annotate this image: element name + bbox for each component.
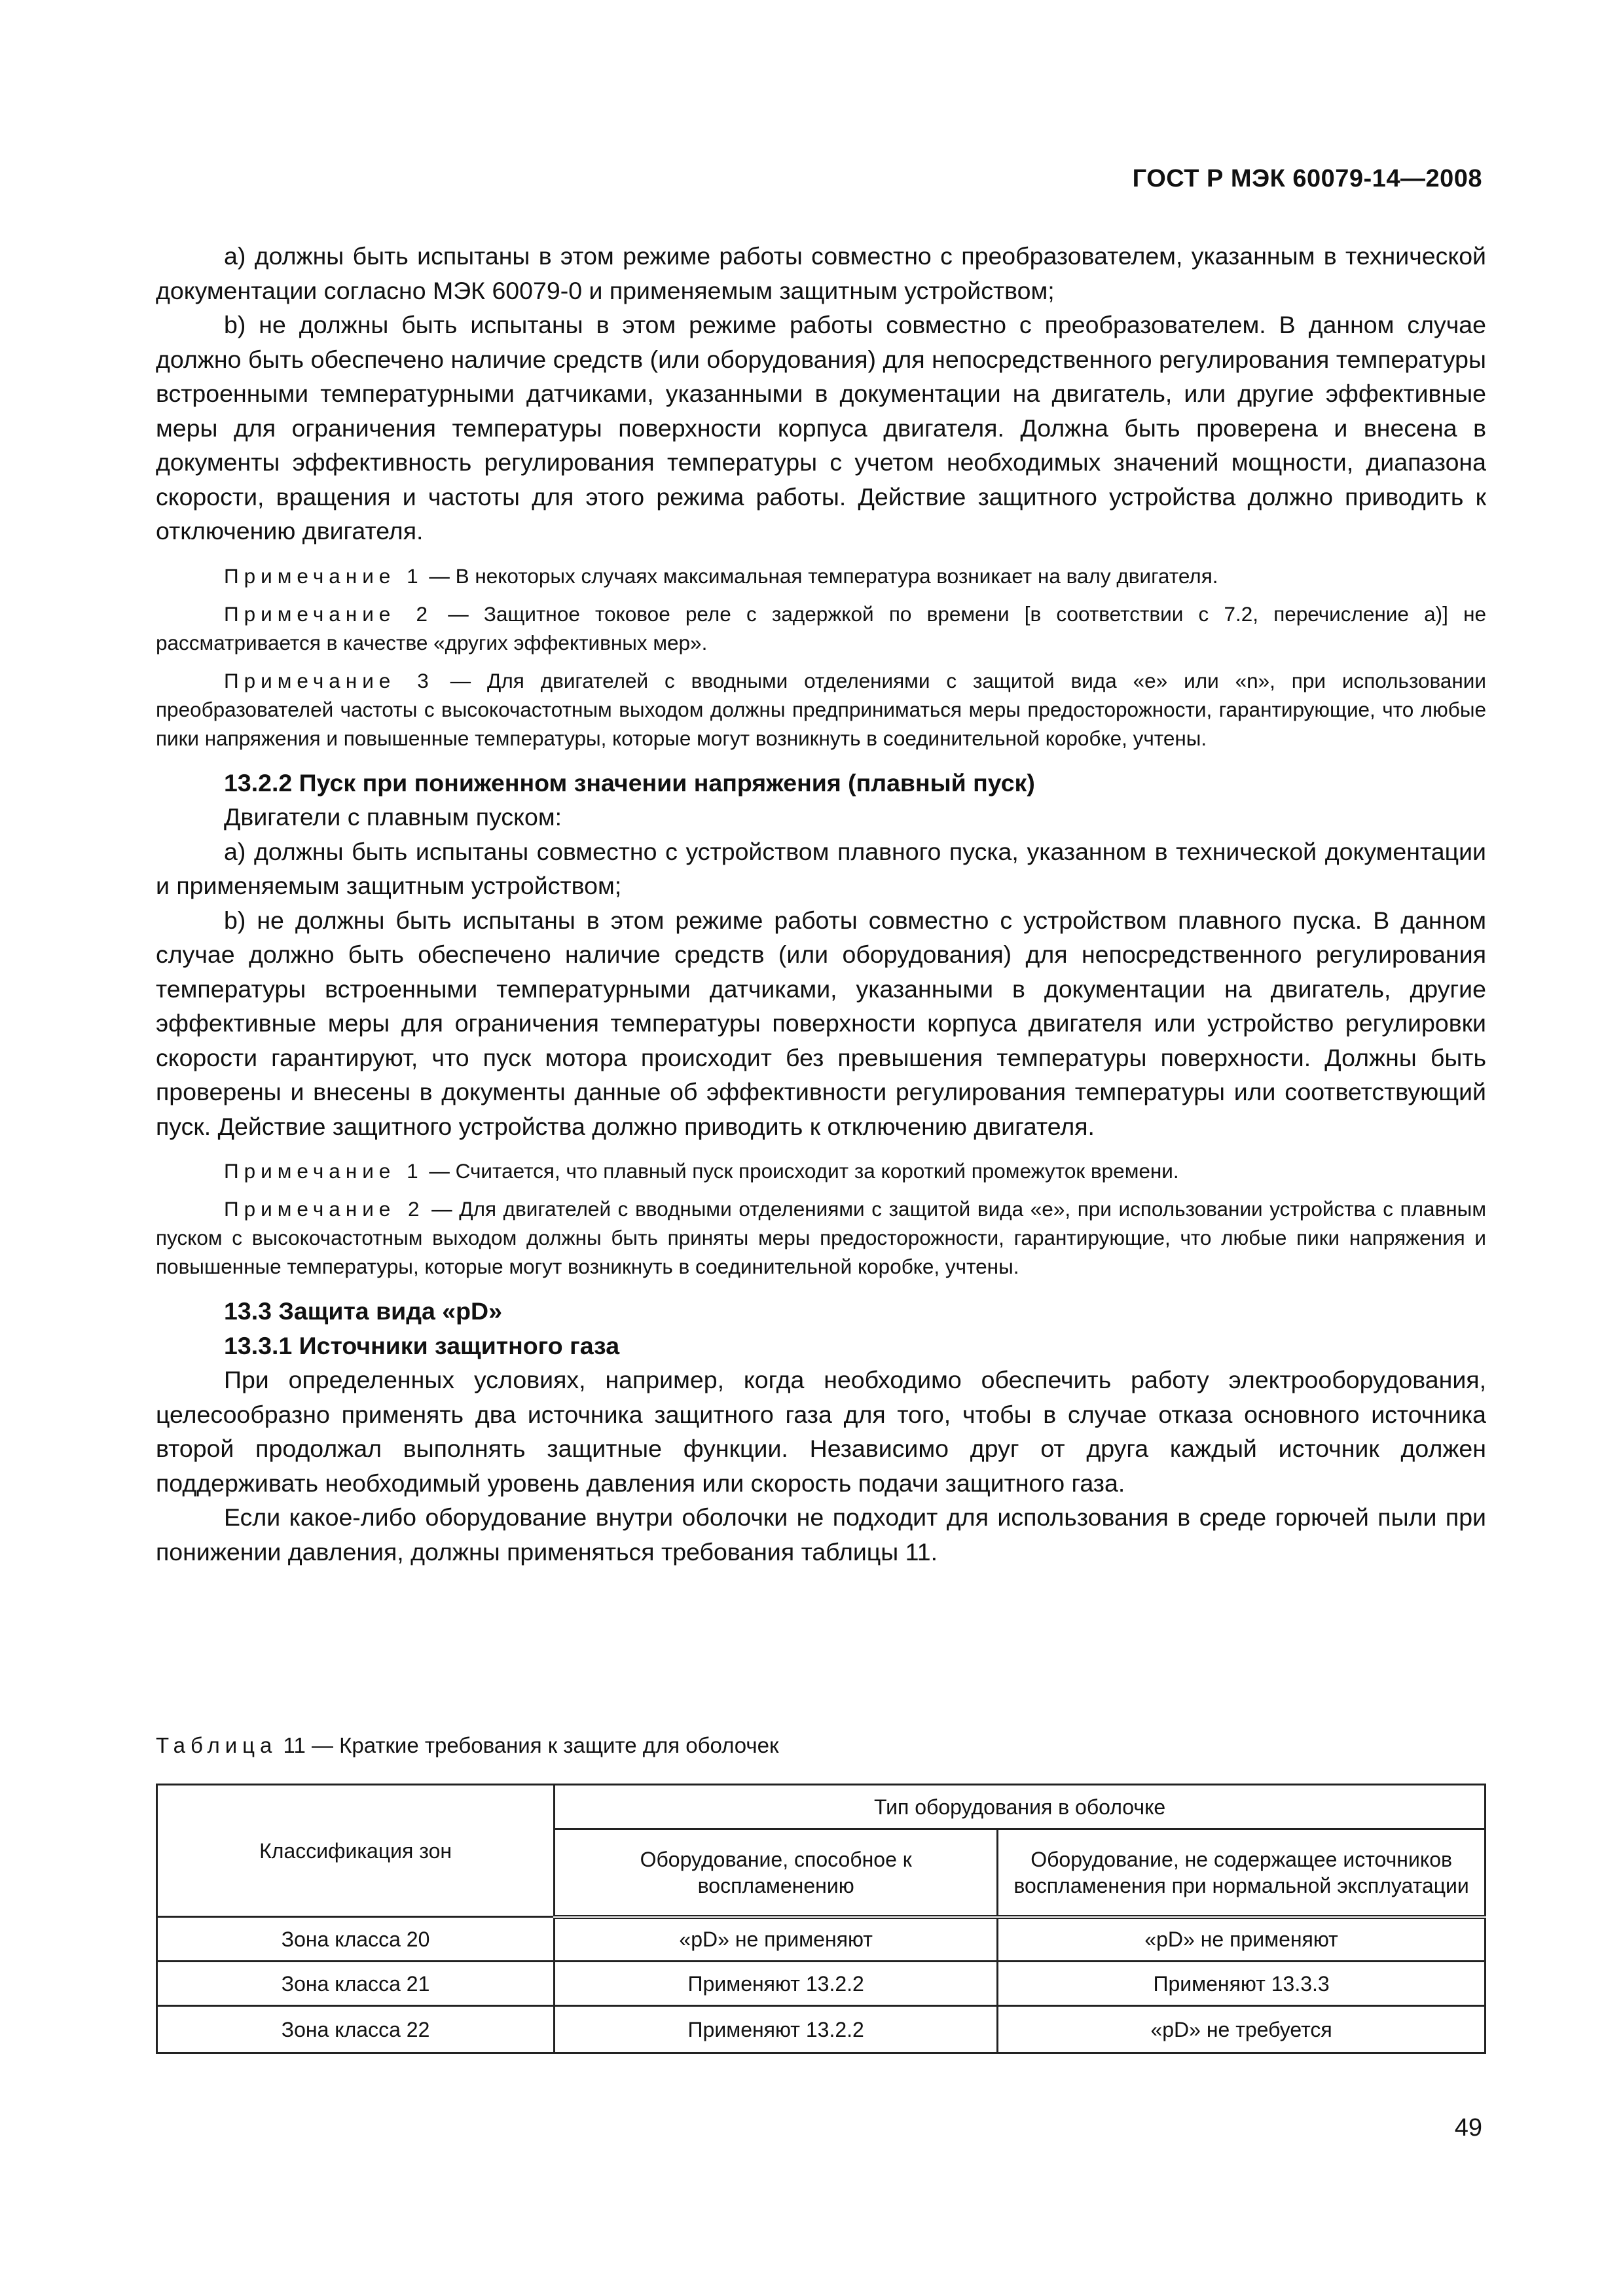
table-cell-zone: Зона класса 21 xyxy=(157,1962,555,2006)
section-heading-13-3: 13.3 Защита вида «pD» xyxy=(224,1297,502,1325)
paragraph-intro: Двигатели с плавным пуском: xyxy=(224,803,562,831)
paragraph-item-b: b) не должны быть испытаны в этом режиме работы совместно с преобразователем. В данном случае должно быть обеспечено наличие средств (или оборудования) для непосредственного регулирования температуры встроенными температурными датчиками, указанными в документации на двигатель, или другие эффективные меры для ограничения температуры поверхности корпуса двигателя. Должна быть проверена и внесена в документы эффективность регулирования температуры с учетом необходимых значений мощности, диапазона скорости, вращения и частоты для этого режима работы. Действие защитного устройства должно приводить к отключению двигателя. xyxy=(156,311,1486,545)
table-cell-zone: Зона класса 22 xyxy=(157,2006,555,2053)
note-2 xyxy=(156,1194,1486,1281)
table-cell-noignite: «pD» не требуется xyxy=(998,2006,1486,2053)
table-header-group: Тип оборудования в оболочке xyxy=(555,1785,1486,1829)
table-header-ignite: Оборудование, способное к воспламенению xyxy=(555,1829,998,1917)
note-1 xyxy=(156,1157,1486,1185)
table-cell-ignite: Применяют 13.2.2 xyxy=(555,1962,998,2006)
note-label: Примечание 1 xyxy=(224,1159,424,1183)
note-3 xyxy=(156,666,1486,753)
table-caption xyxy=(156,1731,778,1760)
note-text: — Считается, что плавный пуск происходит за короткий промежуток времени. xyxy=(423,1159,1179,1183)
note-2 xyxy=(156,600,1486,657)
note-label: Примечание 1 xyxy=(224,564,424,588)
table-cell-ignite: «pD» не применяют xyxy=(555,1917,998,1962)
note-text: — Для двигателей с вводными отделениями с защитой вида «е», при использовании устройства с плавным пуском с высокочастотным выходом должны быть приняты меры предосторожности, гарантирующие, что любые пики напряжения и повышенные температуры, которые могут возникнуть в соединительной коробке, учтены. xyxy=(156,1197,1486,1278)
section-heading-13-2-2: 13.2.2 Пуск при пониженном значении напряжения (плавный пуск) xyxy=(224,768,1035,797)
table-header-zone: Классификация зон xyxy=(157,1785,555,1917)
paragraph: При определенных условиях, например, когда необходимо обеспечить работу электрооборудования, целесообразно применять два источника защитного газа для того, чтобы в случае отказа основного источника второй продолжал выполнять защитные функции. Независимо друг от друга каждый источник должен поддерживать необходимый уровень давления или скорость подачи защитного газа. xyxy=(156,1366,1486,1497)
table-cell-zone: Зона класса 20 xyxy=(157,1917,555,1962)
table-caption-text: 11 — Краткие требования к защите для оболочек xyxy=(277,1733,779,1757)
document-body xyxy=(156,239,1486,1569)
note-label: Примечание 2 xyxy=(224,1197,425,1221)
table-cell-noignite: Применяют 13.3.3 xyxy=(998,1962,1486,2006)
table-header-noignite: Оборудование, не содержащее источников воспламенения при нормальной эксплуатации xyxy=(998,1829,1486,1917)
table-cell-ignite: Применяют 13.2.2 xyxy=(555,2006,998,2053)
paragraph-item-a: a) должны быть испытаны совместно с устройством плавного пуска, указанном в технической документации и применяемым защитным устройством; xyxy=(156,837,1486,899)
table-row xyxy=(157,2006,1486,2053)
table-row xyxy=(157,1962,1486,2006)
table-cell-noignite: «pD» не применяют xyxy=(998,1917,1486,1962)
paragraph-item-b: b) не должны быть испытаны в этом режиме работы совместно с устройством плавного пуска. В данном случае должно быть обеспечено наличие средств (или оборудования) для непосредственного регулирования температуры встроенными температурными датчиками, указанными в документации на двигатель, другие эффективные меры для ограничения температуры поверхности корпуса двигателя или устройство регулировки скорости гарантируют, что пуск мотора происходит без превышения температуры поверхности. Должны быть проверены и внесены в документы данные об эффективности регулирования температуры или соответствующий пуск. Действие защитного устройства должно приводить к отключению двигателя. xyxy=(156,906,1486,1140)
note-label: Примечание 3 xyxy=(224,668,434,692)
requirements-table xyxy=(156,1784,1486,2054)
page-number: 49 xyxy=(1454,2114,1482,2142)
paragraph-item-a: a) должны быть испытаны в этом режиме работы совместно с преобразователем, указанным в технической документации согласно МЭК 60079-0 и применяемым защитным устройством; xyxy=(156,242,1486,304)
document-standard-id: ГОСТ Р МЭК 60079-14—2008 xyxy=(1132,165,1482,192)
note-text: — В некоторых случаях максимальная температура возникает на валу двигателя. xyxy=(423,564,1218,588)
table-caption-label: Таблица xyxy=(156,1733,278,1757)
table-row xyxy=(157,1917,1486,1962)
note-1 xyxy=(156,562,1486,590)
section-heading-13-3-1: 13.3.1 Источники защитного газа xyxy=(224,1331,620,1359)
note-text: — Для двигателей с вводными отделениями с защитой вида «е» или «n», при использовании преобразователей частоты с высокочастотным выходом должны предприниматься меры предосторожности, гарантирующие, что любые пики напряжения и повышенные температуры, которые могут возникнуть в соединительной коробке, учтены. xyxy=(156,668,1486,750)
note-text: — Защитное токовое реле с задержкой по времени [в соответствии с 7.2, перечисление a)] не рассматривается в качестве «других эффективных мер». xyxy=(156,601,1486,655)
paragraph: Если какое-либо оборудование внутри оболочки не подходит для использования в среде горючей пыли при понижении давления, должны применяться требования таблицы 11. xyxy=(156,1503,1486,1566)
note-label: Примечание 2 xyxy=(224,601,433,626)
